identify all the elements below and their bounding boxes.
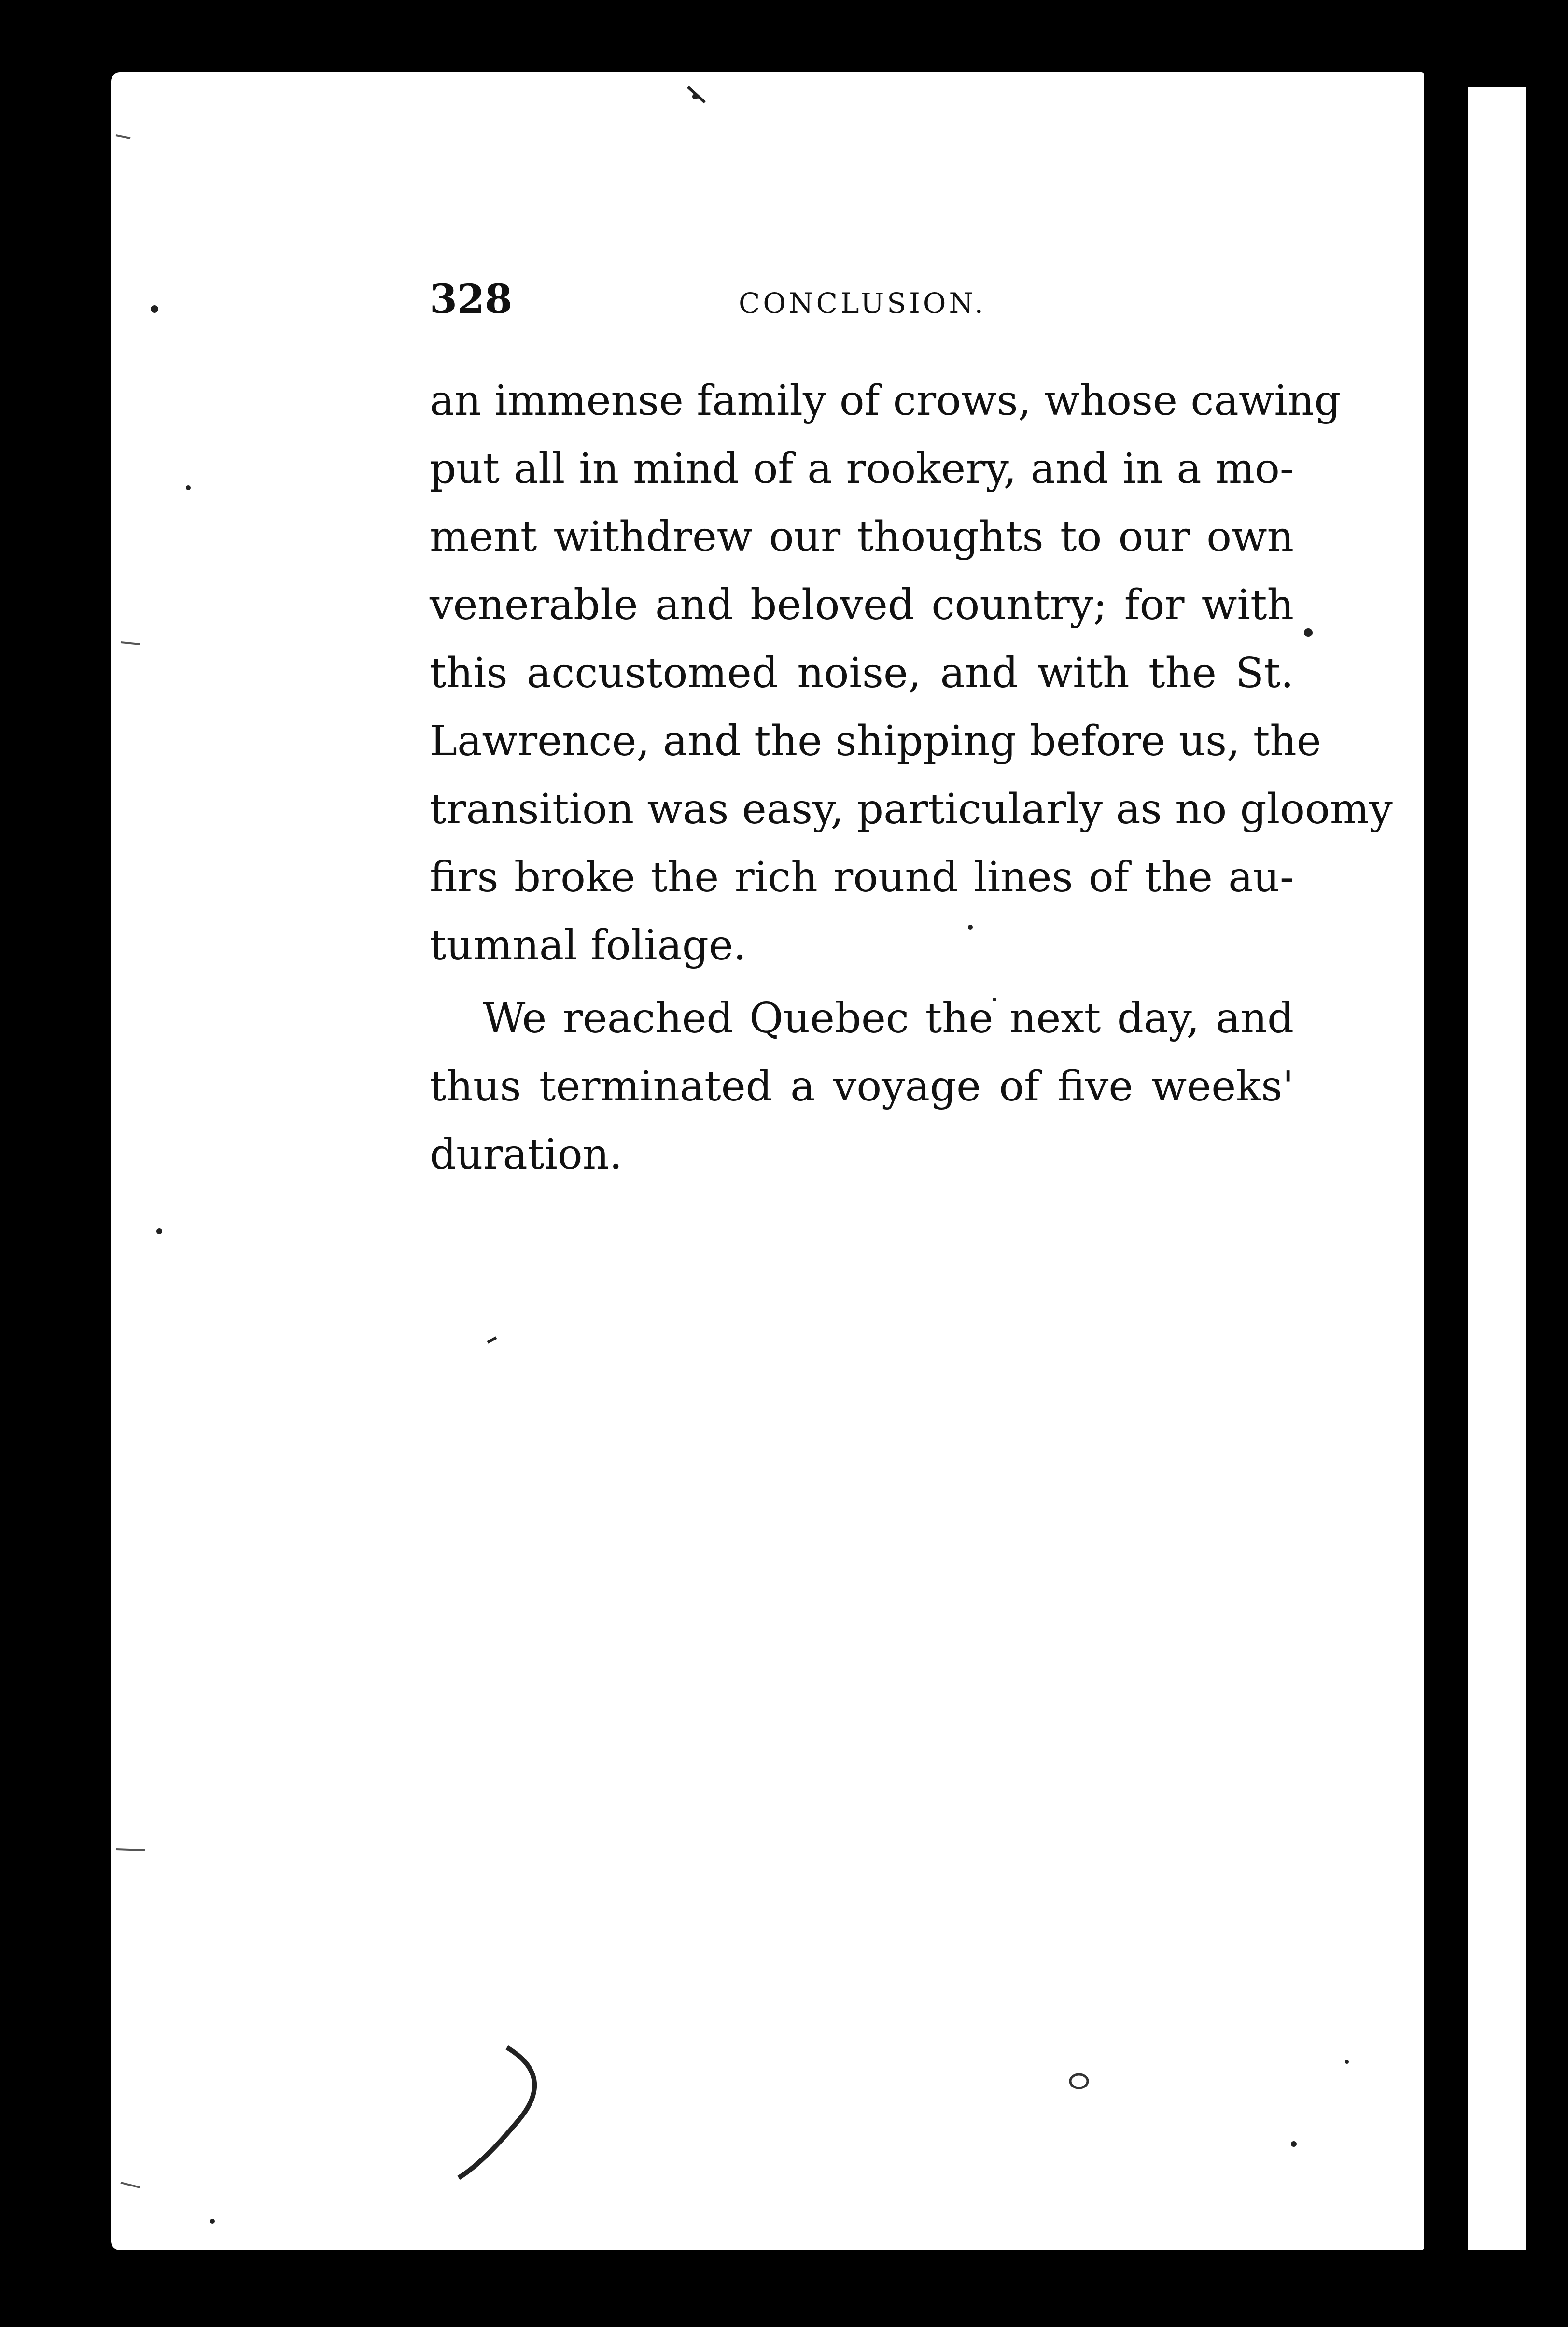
text-line: duration. xyxy=(430,1130,623,1179)
paragraph-gap xyxy=(430,980,1294,985)
text-line: ment withdrew our thoughts to our own xyxy=(430,513,1294,561)
text-line: venerable and beloved country; for with xyxy=(430,581,1294,629)
page-number: 328 xyxy=(430,276,513,323)
paragraph-2 xyxy=(430,985,1294,1189)
page-header xyxy=(430,275,1299,333)
running-head: CONCLUSION. xyxy=(739,287,986,320)
text-line: an immense family of crows, whose cawing xyxy=(430,377,1341,425)
text-line: put all in mind of a rookery, and in a mo- xyxy=(430,445,1294,493)
text-line: firs broke the rich round lines of the au- xyxy=(430,853,1294,902)
body-text xyxy=(430,367,1393,1189)
text-line: transition was easy, particularly as no gloomy xyxy=(430,785,1393,833)
text-line: We reached Quebec the next day, and xyxy=(483,994,1294,1043)
text-line: thus terminated a voyage of five weeks' xyxy=(430,1062,1294,1111)
text-line: Lawrence, and the shipping before us, the xyxy=(430,717,1321,765)
pencil-mark xyxy=(459,2047,534,2178)
text-line: this accustomed noise, and with the St. xyxy=(430,649,1294,697)
text-line: tumnal foliage. xyxy=(430,921,747,970)
paragraph-1 xyxy=(430,367,1393,980)
